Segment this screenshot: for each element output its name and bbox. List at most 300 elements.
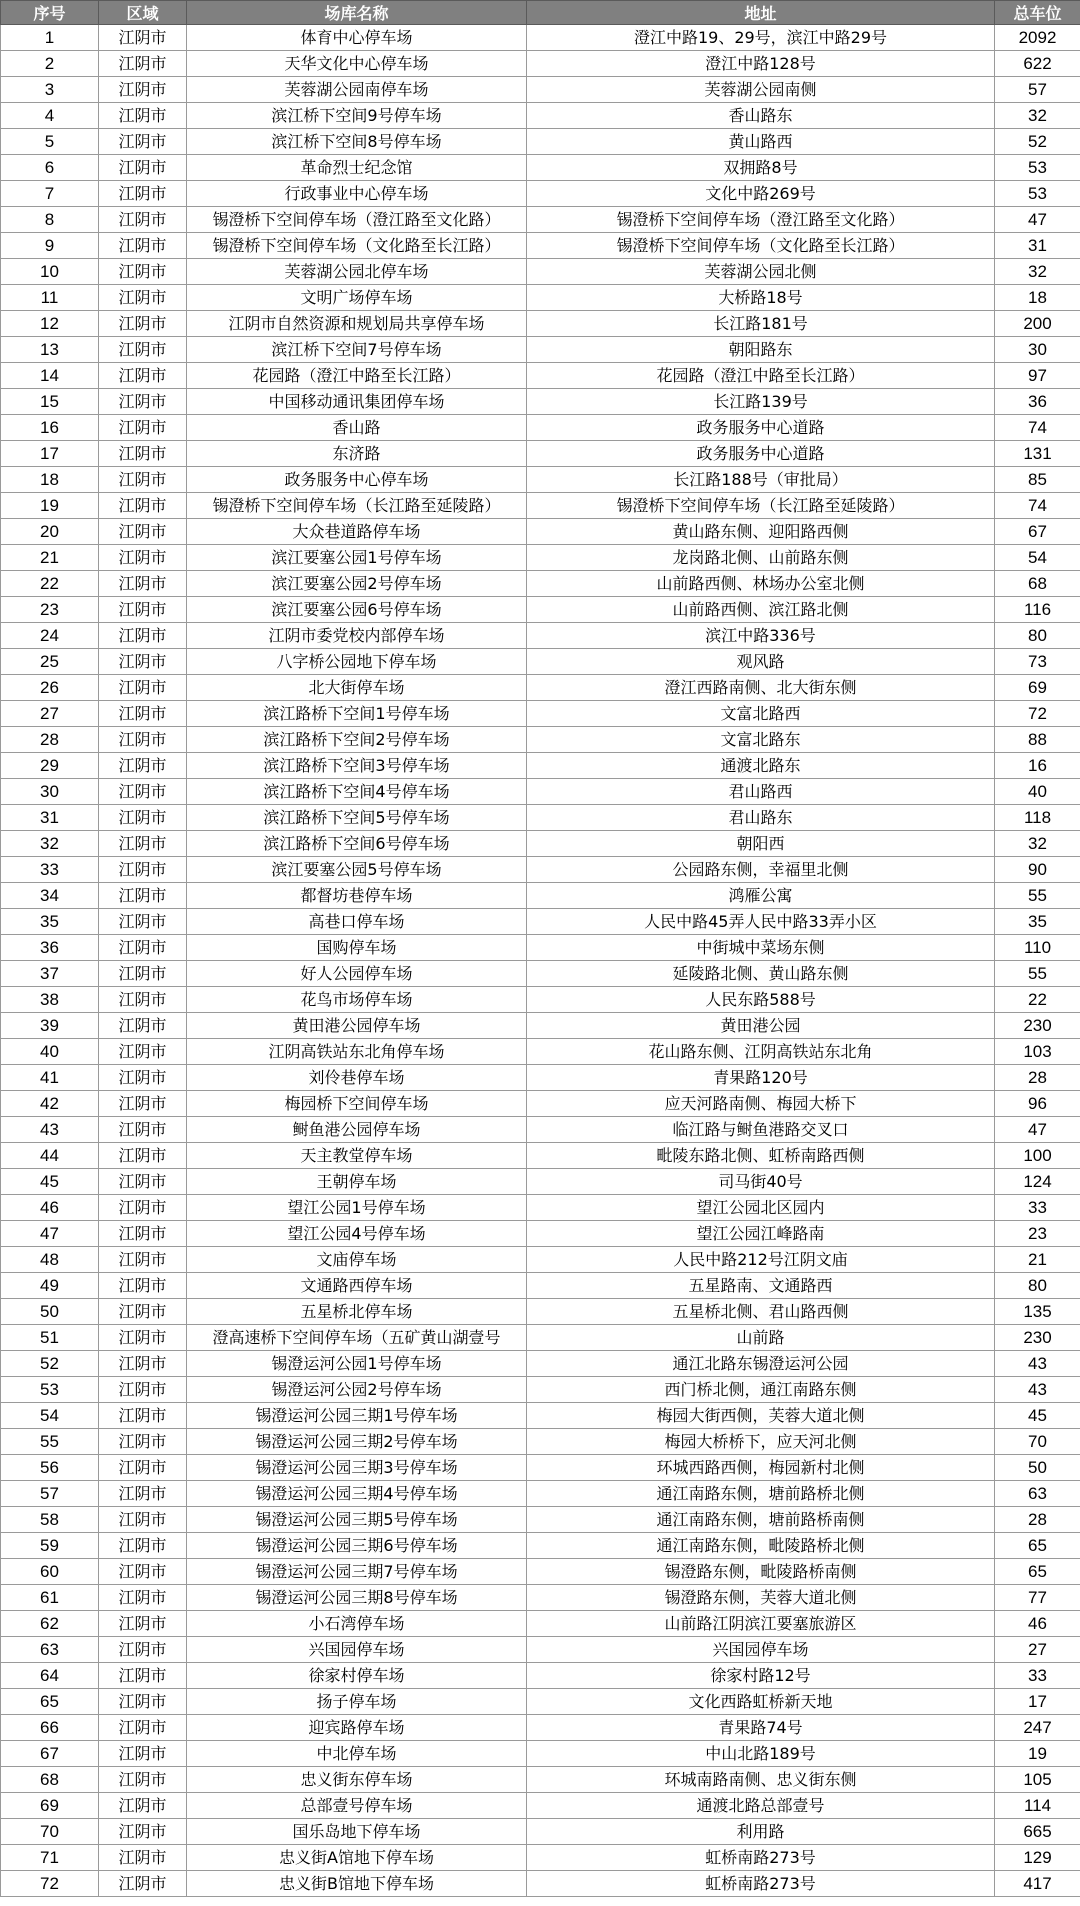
row-total-spaces: 77 bbox=[995, 1585, 1080, 1611]
row-address: 五星路南、文通路西 bbox=[527, 1273, 995, 1299]
table-row bbox=[1, 415, 1080, 441]
row-index: 52 bbox=[1, 1351, 99, 1377]
row-lot-name: 国购停车场 bbox=[187, 935, 527, 961]
row-lot-name: 梅园桥下空间停车场 bbox=[187, 1091, 527, 1117]
row-region: 江阴市 bbox=[99, 1143, 187, 1169]
row-address: 山前路 bbox=[527, 1325, 995, 1351]
table-row bbox=[1, 1403, 1080, 1429]
row-lot-name: 兴国园停车场 bbox=[187, 1637, 527, 1663]
row-index: 34 bbox=[1, 883, 99, 909]
table-row bbox=[1, 961, 1080, 987]
table-row bbox=[1, 1559, 1080, 1585]
row-total-spaces: 47 bbox=[995, 207, 1080, 233]
row-total-spaces: 32 bbox=[995, 259, 1080, 285]
row-index: 63 bbox=[1, 1637, 99, 1663]
row-index: 18 bbox=[1, 467, 99, 493]
row-address: 通渡北路东 bbox=[527, 753, 995, 779]
row-lot-name: 徐家村停车场 bbox=[187, 1663, 527, 1689]
row-region: 江阴市 bbox=[99, 415, 187, 441]
table-row bbox=[1, 675, 1080, 701]
row-address: 锡澄桥下空间停车场（文化路至长江路） bbox=[527, 233, 995, 259]
table-body bbox=[1, 25, 1080, 1897]
row-lot-name: 好人公园停车场 bbox=[187, 961, 527, 987]
row-total-spaces: 85 bbox=[995, 467, 1080, 493]
row-address: 朝阳路东 bbox=[527, 337, 995, 363]
row-index: 19 bbox=[1, 493, 99, 519]
row-region: 江阴市 bbox=[99, 1065, 187, 1091]
row-lot-name: 扬子停车场 bbox=[187, 1689, 527, 1715]
row-total-spaces: 27 bbox=[995, 1637, 1080, 1663]
row-lot-name: 锡澄桥下空间停车场（长江路至延陵路） bbox=[187, 493, 527, 519]
row-region: 江阴市 bbox=[99, 545, 187, 571]
row-index: 2 bbox=[1, 51, 99, 77]
row-address: 芙蓉湖公园北侧 bbox=[527, 259, 995, 285]
row-lot-name: 天主教堂停车场 bbox=[187, 1143, 527, 1169]
row-address: 望江公园北区园内 bbox=[527, 1195, 995, 1221]
row-total-spaces: 31 bbox=[995, 233, 1080, 259]
row-address: 黄山路东侧、迎阳路西侧 bbox=[527, 519, 995, 545]
row-lot-name: 滨江路桥下空间1号停车场 bbox=[187, 701, 527, 727]
row-region: 江阴市 bbox=[99, 1585, 187, 1611]
header-row bbox=[1, 1, 1080, 25]
row-total-spaces: 33 bbox=[995, 1663, 1080, 1689]
row-lot-name: 滨江路桥下空间2号停车场 bbox=[187, 727, 527, 753]
row-region: 江阴市 bbox=[99, 805, 187, 831]
row-index: 70 bbox=[1, 1819, 99, 1845]
table-row bbox=[1, 1299, 1080, 1325]
row-index: 11 bbox=[1, 285, 99, 311]
row-region: 江阴市 bbox=[99, 1039, 187, 1065]
header-total-spaces: 总车位 bbox=[995, 1, 1080, 25]
table-row bbox=[1, 935, 1080, 961]
row-index: 42 bbox=[1, 1091, 99, 1117]
table-row bbox=[1, 623, 1080, 649]
row-total-spaces: 35 bbox=[995, 909, 1080, 935]
row-region: 江阴市 bbox=[99, 1819, 187, 1845]
table-row bbox=[1, 883, 1080, 909]
row-index: 21 bbox=[1, 545, 99, 571]
row-lot-name: 北大街停车场 bbox=[187, 675, 527, 701]
row-index: 30 bbox=[1, 779, 99, 805]
row-address: 五星桥北侧、君山路西侧 bbox=[527, 1299, 995, 1325]
row-address: 澄江西路南侧、北大街东侧 bbox=[527, 675, 995, 701]
row-lot-name: 滨江要塞公园6号停车场 bbox=[187, 597, 527, 623]
table-row bbox=[1, 363, 1080, 389]
row-index: 4 bbox=[1, 103, 99, 129]
row-lot-name: 天华文化中心停车场 bbox=[187, 51, 527, 77]
row-address: 人民东路588号 bbox=[527, 987, 995, 1013]
table-row bbox=[1, 1871, 1080, 1897]
row-total-spaces: 129 bbox=[995, 1845, 1080, 1871]
table-row bbox=[1, 77, 1080, 103]
row-lot-name: 政务服务中心停车场 bbox=[187, 467, 527, 493]
row-total-spaces: 23 bbox=[995, 1221, 1080, 1247]
table-row bbox=[1, 1689, 1080, 1715]
table-row bbox=[1, 1377, 1080, 1403]
row-total-spaces: 80 bbox=[995, 623, 1080, 649]
row-index: 5 bbox=[1, 129, 99, 155]
row-address: 锡澄桥下空间停车场（澄江路至文化路） bbox=[527, 207, 995, 233]
row-lot-name: 高巷口停车场 bbox=[187, 909, 527, 935]
row-address: 双拥路8号 bbox=[527, 155, 995, 181]
row-region: 江阴市 bbox=[99, 337, 187, 363]
row-total-spaces: 55 bbox=[995, 961, 1080, 987]
table-row bbox=[1, 311, 1080, 337]
table-row bbox=[1, 1819, 1080, 1845]
row-lot-name: 五星桥北停车场 bbox=[187, 1299, 527, 1325]
header-address: 地址 bbox=[527, 1, 995, 25]
row-region: 江阴市 bbox=[99, 1533, 187, 1559]
row-region: 江阴市 bbox=[99, 493, 187, 519]
row-index: 69 bbox=[1, 1793, 99, 1819]
row-address: 通江南路东侧，塘前路桥北侧 bbox=[527, 1481, 995, 1507]
table-row bbox=[1, 1221, 1080, 1247]
table-row bbox=[1, 1715, 1080, 1741]
table-row bbox=[1, 493, 1080, 519]
row-address: 青果路120号 bbox=[527, 1065, 995, 1091]
row-region: 江阴市 bbox=[99, 597, 187, 623]
row-address: 鸿雁公寓 bbox=[527, 883, 995, 909]
row-index: 12 bbox=[1, 311, 99, 337]
row-region: 江阴市 bbox=[99, 1299, 187, 1325]
row-index: 20 bbox=[1, 519, 99, 545]
row-region: 江阴市 bbox=[99, 1403, 187, 1429]
row-lot-name: 锡澄桥下空间停车场（文化路至长江路） bbox=[187, 233, 527, 259]
table-row bbox=[1, 1247, 1080, 1273]
row-lot-name: 滨江桥下空间9号停车场 bbox=[187, 103, 527, 129]
row-total-spaces: 65 bbox=[995, 1533, 1080, 1559]
row-region: 江阴市 bbox=[99, 1169, 187, 1195]
row-region: 江阴市 bbox=[99, 1663, 187, 1689]
row-address: 香山路东 bbox=[527, 103, 995, 129]
table-row bbox=[1, 1429, 1080, 1455]
table-row bbox=[1, 753, 1080, 779]
row-region: 江阴市 bbox=[99, 363, 187, 389]
row-region: 江阴市 bbox=[99, 1481, 187, 1507]
row-index: 38 bbox=[1, 987, 99, 1013]
row-address: 青果路74号 bbox=[527, 1715, 995, 1741]
row-address: 长江路181号 bbox=[527, 311, 995, 337]
row-address: 公园路东侧，幸福里北侧 bbox=[527, 857, 995, 883]
row-address: 通江南路东侧，塘前路桥南侧 bbox=[527, 1507, 995, 1533]
row-address: 临江路与鲥鱼港路交叉口 bbox=[527, 1117, 995, 1143]
row-index: 29 bbox=[1, 753, 99, 779]
row-lot-name: 滨江路桥下空间5号停车场 bbox=[187, 805, 527, 831]
table-row bbox=[1, 1845, 1080, 1871]
row-address: 人民中路212号江阴文庙 bbox=[527, 1247, 995, 1273]
table-row bbox=[1, 779, 1080, 805]
row-index: 41 bbox=[1, 1065, 99, 1091]
row-total-spaces: 116 bbox=[995, 597, 1080, 623]
row-region: 江阴市 bbox=[99, 155, 187, 181]
row-total-spaces: 90 bbox=[995, 857, 1080, 883]
row-total-spaces: 33 bbox=[995, 1195, 1080, 1221]
row-total-spaces: 16 bbox=[995, 753, 1080, 779]
row-region: 江阴市 bbox=[99, 1377, 187, 1403]
row-lot-name: 滨江路桥下空间3号停车场 bbox=[187, 753, 527, 779]
row-total-spaces: 43 bbox=[995, 1377, 1080, 1403]
row-index: 13 bbox=[1, 337, 99, 363]
row-index: 65 bbox=[1, 1689, 99, 1715]
row-address: 政务服务中心道路 bbox=[527, 415, 995, 441]
row-total-spaces: 105 bbox=[995, 1767, 1080, 1793]
row-address: 通江北路东锡澄运河公园 bbox=[527, 1351, 995, 1377]
row-index: 58 bbox=[1, 1507, 99, 1533]
row-total-spaces: 103 bbox=[995, 1039, 1080, 1065]
table-row bbox=[1, 1637, 1080, 1663]
row-total-spaces: 100 bbox=[995, 1143, 1080, 1169]
table-row bbox=[1, 467, 1080, 493]
row-region: 江阴市 bbox=[99, 285, 187, 311]
row-address: 梅园大桥桥下，应天河北侧 bbox=[527, 1429, 995, 1455]
row-index: 62 bbox=[1, 1611, 99, 1637]
row-lot-name: 望江公园4号停车场 bbox=[187, 1221, 527, 1247]
row-index: 26 bbox=[1, 675, 99, 701]
row-address: 山前路西侧、滨江路北侧 bbox=[527, 597, 995, 623]
row-index: 27 bbox=[1, 701, 99, 727]
table-row bbox=[1, 1455, 1080, 1481]
row-total-spaces: 28 bbox=[995, 1065, 1080, 1091]
row-index: 40 bbox=[1, 1039, 99, 1065]
row-region: 江阴市 bbox=[99, 207, 187, 233]
row-index: 14 bbox=[1, 363, 99, 389]
row-total-spaces: 18 bbox=[995, 285, 1080, 311]
row-total-spaces: 53 bbox=[995, 181, 1080, 207]
row-address: 大桥路18号 bbox=[527, 285, 995, 311]
row-region: 江阴市 bbox=[99, 883, 187, 909]
row-address: 长江路188号（审批局） bbox=[527, 467, 995, 493]
row-lot-name: 滨江要塞公园5号停车场 bbox=[187, 857, 527, 883]
table-row bbox=[1, 701, 1080, 727]
row-index: 28 bbox=[1, 727, 99, 753]
row-index: 8 bbox=[1, 207, 99, 233]
row-index: 43 bbox=[1, 1117, 99, 1143]
table-row bbox=[1, 1039, 1080, 1065]
row-region: 江阴市 bbox=[99, 1221, 187, 1247]
row-index: 17 bbox=[1, 441, 99, 467]
row-lot-name: 锡澄运河公园2号停车场 bbox=[187, 1377, 527, 1403]
row-index: 7 bbox=[1, 181, 99, 207]
row-region: 江阴市 bbox=[99, 1091, 187, 1117]
row-region: 江阴市 bbox=[99, 51, 187, 77]
table-row bbox=[1, 1507, 1080, 1533]
row-index: 32 bbox=[1, 831, 99, 857]
row-address: 观风路 bbox=[527, 649, 995, 675]
table-row bbox=[1, 1169, 1080, 1195]
row-region: 江阴市 bbox=[99, 1351, 187, 1377]
row-lot-name: 江阴市自然资源和规划局共享停车场 bbox=[187, 311, 527, 337]
row-total-spaces: 230 bbox=[995, 1013, 1080, 1039]
row-address: 君山路西 bbox=[527, 779, 995, 805]
table-row bbox=[1, 805, 1080, 831]
row-address: 黄山路西 bbox=[527, 129, 995, 155]
row-address: 虹桥南路273号 bbox=[527, 1845, 995, 1871]
row-index: 67 bbox=[1, 1741, 99, 1767]
row-region: 江阴市 bbox=[99, 77, 187, 103]
row-region: 江阴市 bbox=[99, 181, 187, 207]
table-row bbox=[1, 1611, 1080, 1637]
row-address: 西门桥北侧，通江南路东侧 bbox=[527, 1377, 995, 1403]
table-row bbox=[1, 1767, 1080, 1793]
row-lot-name: 鲥鱼港公园停车场 bbox=[187, 1117, 527, 1143]
table-row bbox=[1, 987, 1080, 1013]
table-row bbox=[1, 207, 1080, 233]
row-lot-name: 锡澄运河公园三期4号停车场 bbox=[187, 1481, 527, 1507]
row-total-spaces: 67 bbox=[995, 519, 1080, 545]
row-total-spaces: 22 bbox=[995, 987, 1080, 1013]
table-row bbox=[1, 727, 1080, 753]
row-lot-name: 香山路 bbox=[187, 415, 527, 441]
row-region: 江阴市 bbox=[99, 831, 187, 857]
row-lot-name: 黄田港公园停车场 bbox=[187, 1013, 527, 1039]
header-lot-name: 场库名称 bbox=[187, 1, 527, 25]
row-lot-name: 澄高速桥下空间停车场（五矿黄山湖壹号 bbox=[187, 1325, 527, 1351]
row-lot-name: 滨江要塞公园1号停车场 bbox=[187, 545, 527, 571]
row-index: 56 bbox=[1, 1455, 99, 1481]
row-region: 江阴市 bbox=[99, 1247, 187, 1273]
table-row bbox=[1, 233, 1080, 259]
row-address: 文富北路东 bbox=[527, 727, 995, 753]
row-region: 江阴市 bbox=[99, 701, 187, 727]
row-lot-name: 忠义街A馆地下停车场 bbox=[187, 1845, 527, 1871]
row-region: 江阴市 bbox=[99, 1767, 187, 1793]
row-index: 66 bbox=[1, 1715, 99, 1741]
row-index: 23 bbox=[1, 597, 99, 623]
row-region: 江阴市 bbox=[99, 935, 187, 961]
row-index: 45 bbox=[1, 1169, 99, 1195]
row-index: 31 bbox=[1, 805, 99, 831]
row-lot-name: 望江公园1号停车场 bbox=[187, 1195, 527, 1221]
row-index: 33 bbox=[1, 857, 99, 883]
row-total-spaces: 622 bbox=[995, 51, 1080, 77]
row-region: 江阴市 bbox=[99, 1793, 187, 1819]
row-lot-name: 芙蓉湖公园北停车场 bbox=[187, 259, 527, 285]
row-total-spaces: 124 bbox=[995, 1169, 1080, 1195]
row-lot-name: 东济路 bbox=[187, 441, 527, 467]
table-row bbox=[1, 1793, 1080, 1819]
row-region: 江阴市 bbox=[99, 467, 187, 493]
row-total-spaces: 88 bbox=[995, 727, 1080, 753]
row-index: 60 bbox=[1, 1559, 99, 1585]
row-index: 57 bbox=[1, 1481, 99, 1507]
row-lot-name: 总部壹号停车场 bbox=[187, 1793, 527, 1819]
row-region: 江阴市 bbox=[99, 441, 187, 467]
row-lot-name: 滨江要塞公园2号停车场 bbox=[187, 571, 527, 597]
row-address: 澄江中路128号 bbox=[527, 51, 995, 77]
row-region: 江阴市 bbox=[99, 519, 187, 545]
row-region: 江阴市 bbox=[99, 675, 187, 701]
row-region: 江阴市 bbox=[99, 1611, 187, 1637]
row-index: 15 bbox=[1, 389, 99, 415]
row-index: 53 bbox=[1, 1377, 99, 1403]
row-index: 35 bbox=[1, 909, 99, 935]
table-row bbox=[1, 1273, 1080, 1299]
header-index: 序号 bbox=[1, 1, 99, 25]
table-row bbox=[1, 25, 1080, 51]
header-region: 区域 bbox=[99, 1, 187, 25]
table-row bbox=[1, 1741, 1080, 1767]
row-total-spaces: 21 bbox=[995, 1247, 1080, 1273]
row-total-spaces: 57 bbox=[995, 77, 1080, 103]
table-row bbox=[1, 1325, 1080, 1351]
row-total-spaces: 46 bbox=[995, 1611, 1080, 1637]
row-total-spaces: 45 bbox=[995, 1403, 1080, 1429]
row-lot-name: 刘伶巷停车场 bbox=[187, 1065, 527, 1091]
row-lot-name: 文明广场停车场 bbox=[187, 285, 527, 311]
row-index: 48 bbox=[1, 1247, 99, 1273]
row-total-spaces: 47 bbox=[995, 1117, 1080, 1143]
row-address: 文化西路虹桥新天地 bbox=[527, 1689, 995, 1715]
row-lot-name: 江阴高铁站东北角停车场 bbox=[187, 1039, 527, 1065]
row-total-spaces: 70 bbox=[995, 1429, 1080, 1455]
row-region: 江阴市 bbox=[99, 1689, 187, 1715]
row-total-spaces: 74 bbox=[995, 493, 1080, 519]
row-total-spaces: 54 bbox=[995, 545, 1080, 571]
row-region: 江阴市 bbox=[99, 961, 187, 987]
row-index: 47 bbox=[1, 1221, 99, 1247]
row-region: 江阴市 bbox=[99, 1013, 187, 1039]
row-lot-name: 滨江路桥下空间4号停车场 bbox=[187, 779, 527, 805]
row-address: 徐家村路12号 bbox=[527, 1663, 995, 1689]
row-address: 文化中路269号 bbox=[527, 181, 995, 207]
table-row bbox=[1, 285, 1080, 311]
row-total-spaces: 53 bbox=[995, 155, 1080, 181]
row-lot-name: 大众巷道路停车场 bbox=[187, 519, 527, 545]
table-row bbox=[1, 1481, 1080, 1507]
row-total-spaces: 32 bbox=[995, 831, 1080, 857]
row-address: 芙蓉湖公园南侧 bbox=[527, 77, 995, 103]
row-lot-name: 滨江桥下空间8号停车场 bbox=[187, 129, 527, 155]
row-address: 梅园大街西侧，芙蓉大道北侧 bbox=[527, 1403, 995, 1429]
row-region: 江阴市 bbox=[99, 233, 187, 259]
table-row bbox=[1, 1013, 1080, 1039]
row-address: 延陵路北侧、黄山路东侧 bbox=[527, 961, 995, 987]
row-lot-name: 中国移动通讯集团停车场 bbox=[187, 389, 527, 415]
row-total-spaces: 36 bbox=[995, 389, 1080, 415]
row-lot-name: 文通路西停车场 bbox=[187, 1273, 527, 1299]
row-total-spaces: 2092 bbox=[995, 25, 1080, 51]
row-address: 龙岗路北侧、山前路东侧 bbox=[527, 545, 995, 571]
row-lot-name: 芙蓉湖公园南停车场 bbox=[187, 77, 527, 103]
table-row bbox=[1, 519, 1080, 545]
row-address: 毗陵东路北侧、虹桥南路西侧 bbox=[527, 1143, 995, 1169]
row-address: 滨江中路336号 bbox=[527, 623, 995, 649]
table-row bbox=[1, 259, 1080, 285]
row-lot-name: 行政事业中心停车场 bbox=[187, 181, 527, 207]
row-region: 江阴市 bbox=[99, 857, 187, 883]
row-region: 江阴市 bbox=[99, 727, 187, 753]
row-index: 55 bbox=[1, 1429, 99, 1455]
row-lot-name: 体育中心停车场 bbox=[187, 25, 527, 51]
row-total-spaces: 118 bbox=[995, 805, 1080, 831]
row-lot-name: 中北停车场 bbox=[187, 1741, 527, 1767]
row-address: 中街城中菜场东侧 bbox=[527, 935, 995, 961]
table-row bbox=[1, 51, 1080, 77]
table-row bbox=[1, 181, 1080, 207]
row-region: 江阴市 bbox=[99, 1273, 187, 1299]
row-address: 花园路（澄江中路至长江路） bbox=[527, 363, 995, 389]
row-lot-name: 革命烈士纪念馆 bbox=[187, 155, 527, 181]
row-index: 46 bbox=[1, 1195, 99, 1221]
row-address: 山前路江阴滨江要塞旅游区 bbox=[527, 1611, 995, 1637]
row-total-spaces: 80 bbox=[995, 1273, 1080, 1299]
row-region: 江阴市 bbox=[99, 1429, 187, 1455]
table-row bbox=[1, 571, 1080, 597]
row-region: 江阴市 bbox=[99, 623, 187, 649]
row-region: 江阴市 bbox=[99, 311, 187, 337]
row-total-spaces: 665 bbox=[995, 1819, 1080, 1845]
row-lot-name: 锡澄桥下空间停车场（澄江路至文化路） bbox=[187, 207, 527, 233]
